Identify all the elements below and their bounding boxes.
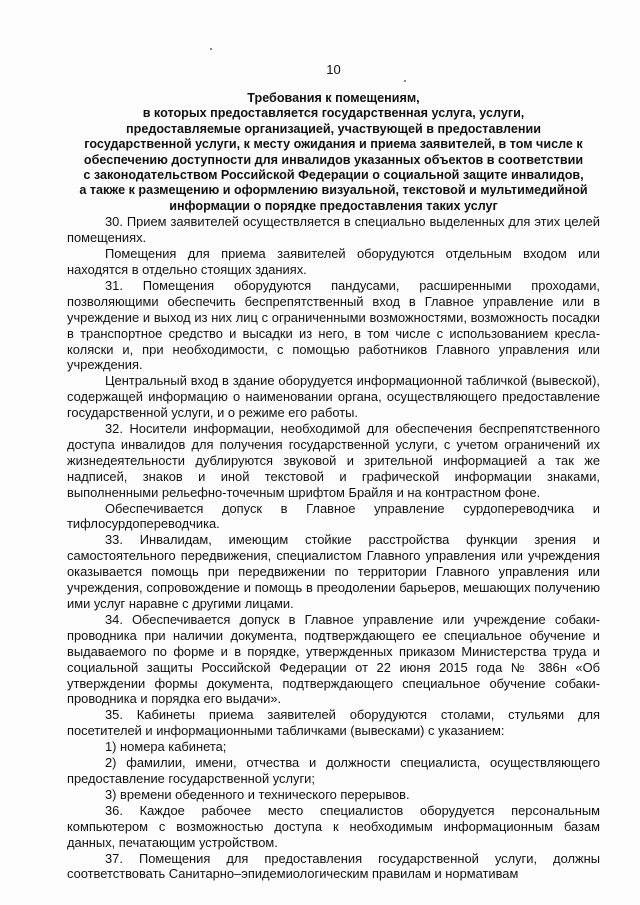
list-item-3: 3) времени обеденного и технического перерывов. [105,786,410,802]
paragraph-30: 30. Прием заявителей осуществляется в специально выделенных для этих целей помещениях. [67,214,600,246]
page-number: 10 [326,62,341,77]
paragraph-31: 31. Помещения оборудуются пандусами, расширенными проходами, позволяющими обеспечить беспрепятственный вход в Главное управление или в учреждение и выход из них лиц с ограниченными возможностями, возможность посадки в транспортное средство и высадки из него, в том числе с использованием кресла-коляски и, при необходимости, с помощью работников Главного управления или учреждения. [67,277,600,373]
paragraph-34: 34. Обеспечивается допуск в Главное управление или учреждение собаки-проводника при наличии документа, подтверждающего ее специальное обучение и выдаваемого по форме и в порядке, утвержденных приказом Министерства труда и социальной защиты Российской Федерации от 22 июня 2015 года № 386н «Об утверждении формы документа, подтверждающего специальное обучение собаки-проводника и порядка его выдачи». [67,611,600,707]
heading-line: предоставляемые организацией, участвующей в предоставлении [126,121,541,136]
paragraph-37: 37. Помещения для предоставления государственной услуги, должны соответствовать Санитарно–эпидемиологическим правилам и нормативам [67,850,600,882]
document-body [67,214,600,882]
scan-speck [210,48,212,50]
heading-line: информации о порядке предоставления таких услуг [169,198,498,213]
paragraph-30-rooms: Помещения для приема заявителей оборудуются отдельным входом или находятся в отдельно стоящих зданиях. [67,246,600,277]
section-heading [67,91,600,214]
heading-line: а также к размещению и оформлению визуальной, текстовой и мультимедийной [79,183,588,198]
heading-line: с законодательством Российской Федерации о социальной защите инвалидов, [83,168,584,183]
heading-line: в которых предоставляется государственная услуга, услуги, [142,106,525,121]
list-item-2: 2) фамилии, имени, отчества и должности специалиста, осуществляющего предоставление государственной услуги; [67,755,600,786]
list-item-1: 1) номера кабинета; [105,739,227,755]
paragraph-32: 32. Носители информации, необходимой для обеспечения беспрепятственного доступа инвалидов для получения государственной услуги, с учетом ограничений их жизнедеятельности дублируются звуковой и зрительной информацией а так же надписей, знаков и иной текстовой и графической информации знаками, выполненными рельефно-точечным шрифтом Брайля и на контрастном фоне. [67,421,600,500]
heading-line: обеспечению доступности для инвалидов указанных объектов в соответствии [83,152,584,167]
heading-line: Требования к помещениям, [247,91,420,105]
paragraph-35: 35. Кабинеты приема заявителей оборудуются столами, стульями для посетителей и информационными табличками (вывесками) с указанием: [67,707,600,739]
paragraph-33: 33. Инвалидам, имеющим стойкие расстройства функции зрения и самостоятельного передвижения, специалистом Главного управления или учреждения оказывается помощь при передвижении по территории Главного управления или учреждения, сопровождение и помощь в преодолении барьеров, мешающих получению ими услуг наравне с другими лицами. [67,532,600,611]
paragraph-31-entrance: Центральный вход в здание оборудуется информационной табличкой (вывеской), содержащей информацию о наименовании органа, осуществляющего предоставление государственной услуги, и о режиме его работы. [67,373,600,421]
scan-speck [404,80,406,82]
heading-line: государственной услуги, к месту ожидания и приема заявителей, в том числе к [84,137,583,152]
paragraph-36: 36. Каждое рабочее место специалистов оборудуется персональным компьютером с возможностью доступа к необходимым информационным базам данных, печатающим устройством. [67,802,600,850]
paragraph-32-translator: Обеспечивается допуск в Главное управление сурдопереводчика и тифлосурдопереводчика. [67,500,600,532]
